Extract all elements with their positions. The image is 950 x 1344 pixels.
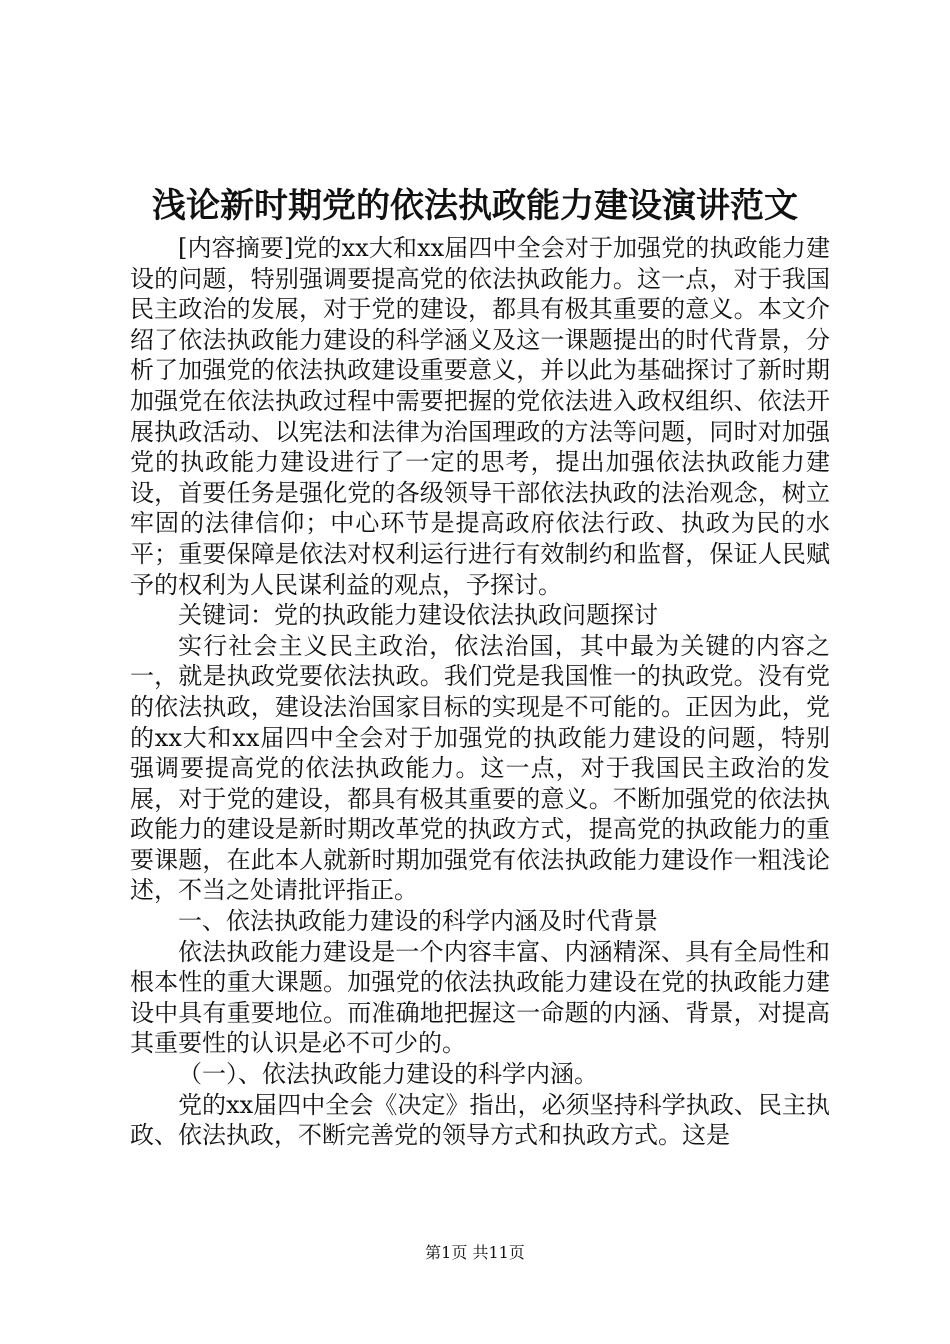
page-footer: 第1页 共11页	[425, 1243, 525, 1262]
body-paragraph: 依法执政能力建设是一个内容丰富、内涵精深、具有全局性和根本性的重大课题。加强党的依法执政能力建设在党的执政能力建设中具有重要地位。而准确地把握这一命题的内涵、背景，对提高其重要性的认识是必不可少的。	[130, 937, 830, 1058]
intro-paragraph: 实行社会主义民主政治，依法治国，其中最为关键的内容之一，就是执政党要依法执政。我们党是我国惟一的执政党。没有党的依法执政，建设法治国家目标的实现是不可能的。正因为此，党的xx大和xx届四中全会对于加强党的执政能力建设的问题，特别强调要提高党的依法执政能力。这一点，对于我国民主政治的发展，对于党的建设，都具有极其重要的意义。不断加强党的依法执政能力的建设是新时期改革党的执政方式，提高党的执政能力的重要课题，在此本人就新时期加强党有依法执政能力建设作一粗浅论述，不当之处请批评指正。	[130, 631, 830, 905]
subsection-heading: （一）、依法执政能力建设的科学内涵。	[178, 1060, 598, 1089]
document-body	[130, 233, 830, 1151]
keywords-paragraph: 关键词：党的执政能力建设依法执政问题探讨	[178, 601, 658, 630]
body-paragraph: 党的xx届四中全会《决定》指出，必须坚持科学执政、民主执政、依法执政，不断完善党的领导方式和执政方式。这是	[130, 1090, 830, 1150]
section-heading: 一、依法执政能力建设的科学内涵及时代背景	[178, 907, 658, 936]
document-title: 浅论新时期党的依法执政能力建设演讲范文	[152, 186, 798, 226]
abstract-paragraph: [内容摘要]党的xx大和xx届四中全会对于加强党的执政能力建设的问题，特别强调要提高党的依法执政能力。这一点，对于我国民主政治的发展，对于党的建设，都具有极其重要的意义。本文介绍了依法执政能力建设的科学涵义及这一课题提出的时代背景，分析了加强党的依法执政建设重要意义，并以此为基础探讨了新时期加强党在依法执政过程中需要把握的党依法进入政权组织、依法开展执政活动、以宪法和法律为治国理政的方法等问题，同时对加强党的执政能力建设进行了一定的思考，提出加强依法执政能力建设，首要任务是强化党的各级领导干部依法执政的法治观念，树立牢固的法律信仰；中心环节是提高政府依法行政、执政为民的水平；重要保障是依法对权利运行进行有效制约和监督，保证人民赋予的权利为人民谋利益的观点，予探讨。	[130, 234, 830, 599]
